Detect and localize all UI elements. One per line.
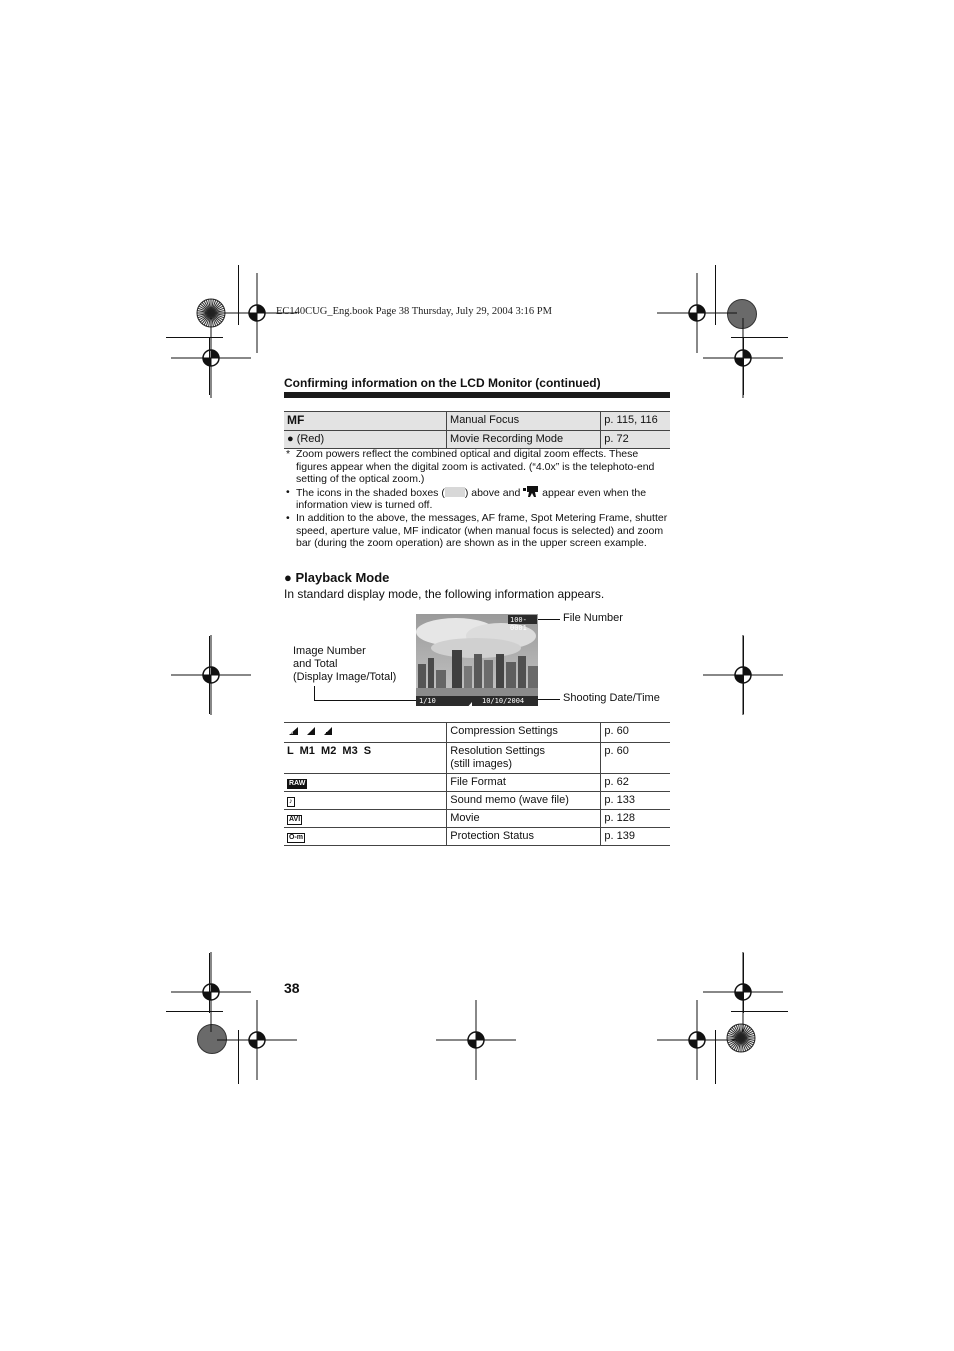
description-cell (447, 743, 601, 774)
icon-cell (284, 828, 447, 846)
page-ref-cell: p. 60 (601, 723, 670, 743)
table-row (284, 828, 670, 846)
icon-cell (284, 743, 447, 774)
bullet1-text-c: appear even when the information view is turned off. (296, 486, 647, 512)
crosshair-target-icon (217, 1000, 297, 1080)
table-row (284, 723, 670, 743)
playback-info-table (284, 722, 670, 846)
icon-cell (284, 723, 447, 743)
asterisk-note (286, 448, 670, 486)
print-header-line: EC140CUG_Eng.book Page 38 Thursday, July 29, 2004 3:16 PM (276, 306, 552, 317)
crop-line (715, 265, 716, 325)
shooting-date-label: Shooting Date/Time (563, 692, 660, 704)
compression-icons (287, 725, 337, 736)
crop-line (715, 1030, 716, 1084)
lcd-screen-illustration (416, 614, 538, 713)
shooting-date-leader (538, 699, 560, 700)
crop-line (731, 1011, 788, 1012)
table-row (284, 774, 670, 792)
image-number-leader-horizontal (314, 700, 416, 701)
file-number-label: File Number (563, 612, 623, 624)
movie-camera-icon (523, 486, 539, 497)
crosshair-target-icon (436, 1000, 516, 1080)
bullet1-text-b: ) above and (464, 486, 521, 499)
image-number-label-line1: Image Number (293, 645, 366, 657)
bullet-note-2 (286, 512, 670, 550)
protection-key-icon: O-m (289, 834, 303, 841)
svg-text:S: S (290, 730, 294, 736)
crop-line (743, 337, 744, 395)
description-line2: (still images) (450, 758, 512, 770)
icon-cell (284, 412, 447, 431)
page-ref-cell: p. 139 (601, 828, 670, 846)
avi-movie-icon: AVI (289, 816, 301, 823)
bullet-note-1 (286, 486, 670, 512)
crop-line (743, 636, 744, 714)
table-row (284, 810, 670, 828)
title-rule (284, 392, 670, 398)
page-ref-cell: p. 128 (601, 810, 670, 828)
description-cell: Sound memo (wave file) (447, 792, 601, 810)
page-ref-cell: p. 62 (601, 774, 670, 792)
description-line1: Resolution Settings (450, 745, 546, 757)
lcd-file-number: 100-0001 (510, 616, 527, 632)
image-number-label (293, 645, 396, 684)
page-ref-cell: p. 60 (601, 743, 670, 774)
crosshair-target-icon (171, 318, 251, 398)
file-number-leader (538, 619, 560, 620)
description-cell: Movie (447, 810, 601, 828)
crop-line (743, 953, 744, 1013)
bullet1-text-a: The icons in the shaded boxes ( (296, 486, 445, 499)
icon-cell (284, 792, 447, 810)
asterisk-mark: * (286, 448, 291, 460)
raw-icon: RAW (289, 780, 306, 787)
crop-line (238, 1030, 239, 1084)
page-ref-cell: p. 133 (601, 792, 670, 810)
table-row (284, 431, 670, 449)
section-title: Confirming information on the LCD Monitor (continued) (284, 376, 601, 390)
crop-line (166, 337, 223, 338)
page-ref-cell: p. 72 (601, 431, 670, 449)
image-number-label-line3: (Display Image/Total) (293, 671, 397, 683)
crop-line (209, 636, 210, 714)
page-number: 38 (284, 980, 300, 996)
image-number-leader-vertical (314, 686, 315, 701)
crosshair-target-icon (171, 635, 251, 715)
description-cell: File Format (447, 774, 601, 792)
lcd-datetime: 10/10/2004 09:30 (482, 697, 525, 713)
lcd-image-counter: 1/10 (419, 697, 436, 705)
icon-cell (284, 774, 447, 792)
crop-line (209, 953, 210, 1013)
table-row (284, 412, 670, 431)
image-number-label-line2: and Total (293, 658, 338, 670)
top-info-table (284, 411, 670, 449)
description-cell: Movie Recording Mode (447, 431, 601, 449)
playback-mode-title: ● Playback Mode (284, 570, 390, 585)
table-row (284, 792, 670, 810)
crop-line (166, 1011, 223, 1012)
bullet-mark: • (286, 511, 290, 524)
description-cell: Manual Focus (447, 412, 601, 431)
description-cell: Compression Settings (447, 723, 601, 743)
description-cell: Protection Status (447, 828, 601, 846)
crop-line (731, 337, 788, 338)
page-ref-cell: p. 115, 116 (601, 412, 670, 431)
shaded-box-sample (445, 487, 465, 497)
icon-cell: ● (Red) (284, 431, 447, 449)
bullet-mark: • (286, 485, 290, 498)
playback-mode-description: In standard display mode, the following information appears. (284, 587, 605, 601)
table-row (284, 743, 670, 774)
notes (286, 448, 670, 550)
resolution-icons: L M1 M2 M3 S (287, 745, 372, 757)
mf-icon: MF (287, 413, 305, 427)
sound-memo-icon: ♪ (289, 798, 293, 805)
crop-line (238, 265, 239, 325)
crop-line (209, 337, 210, 395)
bullet2-text: In addition to the above, the messages, AF frame, Spot Metering Frame, shutter speed, aperture value, MF indicator (when manual focus is selected) and zoom bar (during the zoom operation) are shown as in the upper screen example. (296, 511, 668, 550)
icon-cell (284, 810, 447, 828)
crosshair-target-icon (657, 1000, 737, 1080)
asterisk-note-text: Zoom powers reflect the combined optical and digital zoom effects. These figures appear when the digital zoom is activated. (“4.0x” is the telephoto-end setting of the optical zoom.) (296, 448, 655, 486)
compression-icon (466, 696, 472, 703)
